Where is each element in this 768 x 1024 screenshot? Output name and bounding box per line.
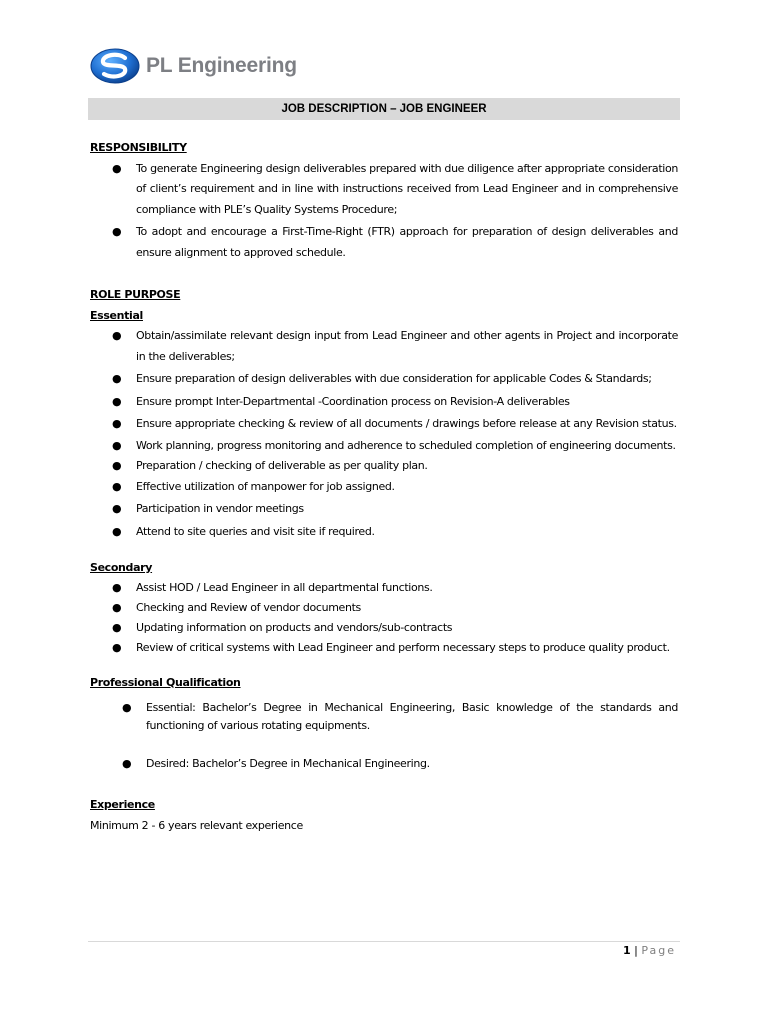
bullet-icon: ● bbox=[112, 394, 122, 408]
bullet-icon: ● bbox=[112, 620, 122, 634]
list-item: ● Attend to site queries and visit site if required. bbox=[90, 522, 678, 543]
bullet-icon: ● bbox=[112, 417, 122, 430]
bullet-icon: ● bbox=[122, 757, 132, 770]
bullet-icon: ● bbox=[112, 458, 122, 472]
experience-text: Minimum 2 - 6 years relevant experience bbox=[90, 818, 303, 832]
list-item: ● Obtain/assimilate relevant design input from Lead Engineer and other agents in Project and incorporate in the deliverables; bbox=[90, 326, 678, 367]
bullet-icon: ● bbox=[112, 225, 122, 238]
bullet-icon: ● bbox=[122, 701, 132, 714]
bullet-icon: ● bbox=[112, 580, 122, 594]
experience-heading: Experience bbox=[90, 798, 155, 811]
bullet-icon: ● bbox=[112, 329, 122, 342]
bullet-icon: ● bbox=[112, 524, 122, 538]
list-item: ● Effective utilization of manpower for job assigned. bbox=[90, 477, 678, 498]
page-footer bbox=[623, 944, 676, 957]
list-item: ● Preparation / checking of deliverable as per quality plan. bbox=[112, 458, 428, 472]
responsibility-list bbox=[90, 159, 678, 264]
bullet-icon: ● bbox=[112, 438, 122, 452]
secondary-heading: Secondary bbox=[90, 561, 153, 574]
list-item: ● Ensure preparation of design deliverables with due consideration for applicable Codes & Standards; bbox=[90, 369, 678, 390]
company-logo bbox=[90, 44, 297, 88]
document-body bbox=[90, 138, 678, 836]
secondary-list bbox=[90, 579, 678, 656]
role-purpose-heading: ROLE PURPOSE bbox=[90, 288, 181, 301]
page-label: Page bbox=[641, 944, 676, 957]
list-item: ● Checking and Review of vendor documents bbox=[112, 600, 361, 614]
list-item: ● Essential: Bachelor’s Degree in Mechanical Engineering, Basic knowledge of the standards and functioning of various rotating equipments. bbox=[122, 701, 678, 732]
pl-engineering-logo-icon bbox=[90, 47, 140, 85]
bullet-icon: ● bbox=[112, 479, 122, 493]
list-item: ● Participation in vendor meetings bbox=[90, 499, 678, 520]
bullet-icon: ● bbox=[112, 502, 122, 515]
essential-heading: Essential bbox=[90, 308, 143, 322]
list-item: ● Review of critical systems with Lead Engineer and perform necessary steps to produce quality product. bbox=[112, 640, 670, 654]
list-item: ● Ensure appropriate checking & review of all documents / drawings before release at any Revision status. bbox=[90, 414, 678, 435]
bullet-icon: ● bbox=[112, 600, 122, 614]
list-item: ● Updating information on products and vendors/sub-contracts bbox=[112, 620, 453, 634]
bullet-icon: ● bbox=[112, 161, 122, 175]
list-item: ● Desired: Bachelor’s Degree in Mechanical Engineering. bbox=[90, 755, 678, 773]
document-title: JOB DESCRIPTION – JOB ENGINEER bbox=[88, 98, 680, 120]
responsibility-heading: RESPONSIBILITY bbox=[90, 141, 187, 154]
list-item: ● Assist HOD / Lead Engineer in all departmental functions. bbox=[112, 580, 433, 594]
bullet-icon: ● bbox=[112, 640, 122, 654]
company-name: PL Engineering bbox=[146, 54, 297, 77]
qualification-heading: Professional Qualification bbox=[90, 675, 241, 689]
list-item: ● To generate Engineering design deliverables prepared with due diligence after appropriate consideration of client’s requirement and in line with instructions received from Lead Engineer and in comprehensive compliance with PLE’s Quality Systems Procedure; bbox=[90, 159, 678, 221]
page-number: 1 bbox=[623, 944, 631, 957]
list-item: ● Work planning, progress monitoring and adherence to scheduled completion of engineering documents. bbox=[112, 438, 676, 452]
list-item: ● Ensure prompt Inter-Departmental -Coordination process on Revision-A deliverables bbox=[90, 392, 678, 413]
page-separator: | bbox=[630, 944, 642, 957]
bullet-icon: ● bbox=[112, 372, 122, 385]
essential-list bbox=[90, 326, 678, 542]
list-item: ● To adopt and encourage a First-Time-Right (FTR) approach for preparation of design deliverables and ensure alignment to approved schedule. bbox=[90, 222, 678, 263]
qualification-list bbox=[90, 699, 678, 773]
footer-divider bbox=[88, 941, 680, 942]
